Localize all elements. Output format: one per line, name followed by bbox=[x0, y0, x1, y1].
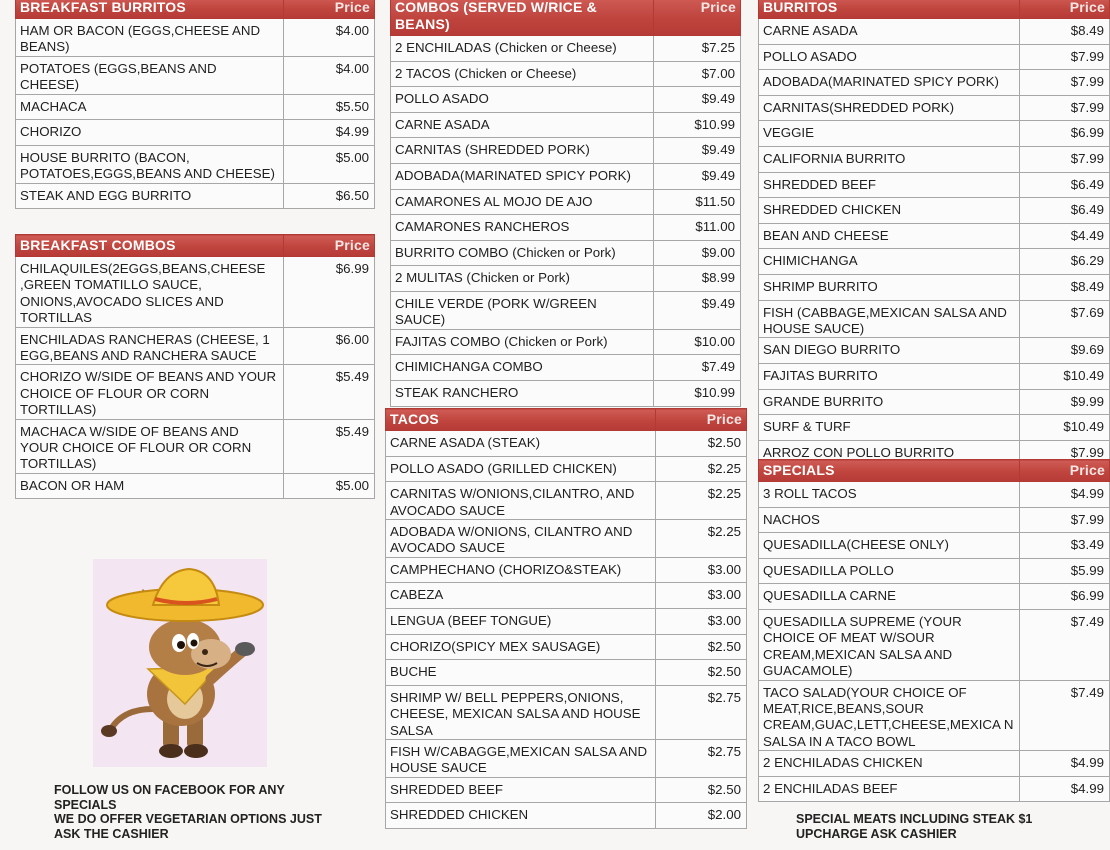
menu-item-row bbox=[759, 507, 1110, 533]
menu-item-name: CARNE ASADA (STEAK) bbox=[386, 431, 656, 457]
section-header bbox=[759, 460, 1110, 482]
menu-item-row bbox=[391, 291, 741, 329]
menu-item-price: $5.00 bbox=[284, 145, 375, 183]
donkey-mascot-illustration bbox=[93, 559, 267, 767]
menu-item-row bbox=[759, 776, 1110, 802]
menu-item-price: $2.50 bbox=[656, 777, 747, 803]
menu-item-row bbox=[386, 520, 747, 558]
menu-item-name: POLLO ASADO bbox=[759, 44, 1020, 70]
menu-item-name: CHORIZO W/SIDE OF BEANS AND YOUR CHOICE OF FLOUR OR CORN TORTILLAS) bbox=[16, 365, 284, 419]
menu-item-name: ADOBADA(MARINATED SPICY PORK) bbox=[391, 163, 654, 189]
menu-item-row bbox=[759, 223, 1110, 249]
menu-item-name: POTATOES (EGGS,BEANS AND CHEESE) bbox=[16, 56, 284, 94]
menu-table bbox=[758, 0, 1110, 466]
menu-item-price: $7.49 bbox=[1020, 609, 1110, 680]
menu-item-row bbox=[759, 338, 1110, 364]
menu-item-name: 2 MULITAS (Chicken or Pork) bbox=[391, 266, 654, 292]
menu-item-price: $4.99 bbox=[1020, 776, 1110, 802]
menu-item-price: $10.49 bbox=[1020, 363, 1110, 389]
menu-item-name: CARNE ASADA bbox=[391, 112, 654, 138]
menu-item-row bbox=[759, 389, 1110, 415]
menu-item-name: POLLO ASADO (GRILLED CHICKEN) bbox=[386, 456, 656, 482]
menu-item-row bbox=[759, 121, 1110, 147]
menu-item-row bbox=[759, 680, 1110, 751]
menu-item-price: $4.99 bbox=[284, 120, 375, 146]
menu-item-name: CHILAQUILES(2EGGS,BEANS,CHEESE ,GREEN TOMATILLO SAUCE, ONIONS,AVOCADO SLICES AND TORTILLAS bbox=[16, 257, 284, 328]
menu-item-row bbox=[16, 257, 375, 328]
menu-item-name: TACO SALAD(YOUR CHOICE OF MEAT,RICE,BEANS,SOUR CREAM,GUAC,LETT,CHEESE,MEXICA N SALSA IN A TACO BOWL bbox=[759, 680, 1020, 751]
menu-item-name: CARNITAS(SHREDDED PORK) bbox=[759, 95, 1020, 121]
menu-item-price: $7.99 bbox=[1020, 95, 1110, 121]
menu-item-name: CHIMICHANGA COMBO bbox=[391, 355, 654, 381]
menu-item-price: $7.99 bbox=[1020, 44, 1110, 70]
menu-item-name: ENCHILADAS RANCHERAS (CHEESE, 1 EGG,BEANS AND RANCHERA SAUCE bbox=[16, 327, 284, 365]
menu-item-row bbox=[16, 327, 375, 365]
menu-item-price: $7.99 bbox=[1020, 146, 1110, 172]
menu-item-row bbox=[386, 803, 747, 829]
menu-item-name: QUESADILLA SUPREME (YOUR CHOICE OF MEAT W/SOUR CREAM,MEXICAN SALSA AND GUACAMOLE) bbox=[759, 609, 1020, 680]
menu-item-name: 3 ROLL TACOS bbox=[759, 482, 1020, 508]
menu-item-name: SURF & TURF bbox=[759, 415, 1020, 441]
price-column-header: Price bbox=[656, 409, 747, 431]
menu-item-row bbox=[391, 61, 741, 87]
menu-item-price: $10.99 bbox=[654, 380, 741, 406]
menu-item-name: SHREDDED BEEF bbox=[759, 172, 1020, 198]
menu-item-name: VEGGIE bbox=[759, 121, 1020, 147]
menu-item-name: 2 ENCHILADAS (Chicken or Cheese) bbox=[391, 36, 654, 62]
menu-item-name: HOUSE BURRITO (BACON, POTATOES,EGGS,BEANS AND CHEESE) bbox=[16, 145, 284, 183]
menu-table bbox=[385, 408, 747, 829]
menu-item-price: $10.00 bbox=[654, 329, 741, 355]
menu-item-price: $4.99 bbox=[1020, 482, 1110, 508]
menu-item-row bbox=[386, 456, 747, 482]
menu-item-price: $2.25 bbox=[656, 482, 747, 520]
menu-item-price: $3.00 bbox=[656, 557, 747, 583]
menu-item-row bbox=[759, 198, 1110, 224]
menu-item-price: $9.49 bbox=[654, 163, 741, 189]
menu-item-row bbox=[16, 419, 375, 473]
section-header bbox=[386, 409, 747, 431]
menu-item-price: $9.00 bbox=[654, 240, 741, 266]
menu-item-row bbox=[386, 740, 747, 778]
tacos-section bbox=[385, 408, 747, 829]
menu-item-name: 2 ENCHILADAS BEEF bbox=[759, 776, 1020, 802]
menu-item-price: $9.99 bbox=[1020, 389, 1110, 415]
section-title: COMBOS (SERVED W/RICE & BEANS) bbox=[391, 0, 654, 36]
price-column-header: Price bbox=[654, 0, 741, 36]
menu-item-row bbox=[16, 19, 375, 57]
menu-item-row bbox=[16, 365, 375, 419]
menu-item-price: $7.49 bbox=[1020, 680, 1110, 751]
section-title: SPECIALS bbox=[759, 460, 1020, 482]
section-title: BREAKFAST BURRITOS bbox=[16, 0, 284, 19]
menu-item-row bbox=[386, 609, 747, 635]
menu-item-price: $7.00 bbox=[654, 61, 741, 87]
menu-item-row bbox=[759, 172, 1110, 198]
menu-item-price: $6.29 bbox=[1020, 249, 1110, 275]
menu-item-row bbox=[391, 112, 741, 138]
section-header bbox=[391, 0, 741, 36]
menu-item-price: $7.25 bbox=[654, 36, 741, 62]
menu-item-row bbox=[759, 249, 1110, 275]
menu-item-price: $11.50 bbox=[654, 189, 741, 215]
specials-section bbox=[758, 459, 1110, 802]
footer-right-notes bbox=[796, 812, 1086, 841]
section-title: TACOS bbox=[386, 409, 656, 431]
vegetarian-note: WE DO OFFER VEGETARIAN OPTIONS JUST ASK THE CASHIER bbox=[54, 812, 322, 841]
menu-item-row bbox=[391, 355, 741, 381]
menu-item-price: $9.49 bbox=[654, 291, 741, 329]
menu-item-price: $2.00 bbox=[656, 803, 747, 829]
menu-item-name: CHORIZO bbox=[16, 120, 284, 146]
menu-item-name: QUESADILLA POLLO bbox=[759, 558, 1020, 584]
menu-item-row bbox=[759, 19, 1110, 45]
menu-item-row bbox=[391, 163, 741, 189]
menu-item-name: CHILE VERDE (PORK W/GREEN SAUCE) bbox=[391, 291, 654, 329]
menu-item-price: $5.00 bbox=[284, 473, 375, 499]
menu-item-row bbox=[391, 380, 741, 406]
menu-item-row bbox=[759, 70, 1110, 96]
menu-item-row bbox=[386, 583, 747, 609]
menu-item-row bbox=[391, 266, 741, 292]
menu-table bbox=[15, 234, 375, 499]
menu-item-row bbox=[759, 558, 1110, 584]
menu-item-row bbox=[759, 146, 1110, 172]
menu-item-name: CARNITAS W/ONIONS,CILANTRO, AND AVOCADO SAUCE bbox=[386, 482, 656, 520]
menu-item-row bbox=[386, 482, 747, 520]
menu-table bbox=[390, 0, 741, 407]
menu-item-name: SHRIMP W/ BELL PEPPERS,ONIONS, CHEESE, MEXICAN SALSA AND HOUSE SALSA bbox=[386, 685, 656, 739]
menu-item-name: MACHACA bbox=[16, 94, 284, 120]
menu-item-name: LENGUA (BEEF TONGUE) bbox=[386, 609, 656, 635]
menu-item-price: $11.00 bbox=[654, 215, 741, 241]
menu-item-row bbox=[759, 415, 1110, 441]
menu-item-name: SHRIMP BURRITO bbox=[759, 274, 1020, 300]
menu-item-name: SHREDDED CHICKEN bbox=[386, 803, 656, 829]
menu-item-row bbox=[16, 473, 375, 499]
menu-item-name: BUCHE bbox=[386, 660, 656, 686]
menu-item-price: $7.99 bbox=[1020, 70, 1110, 96]
menu-item-name: STEAK RANCHERO bbox=[391, 380, 654, 406]
menu-item-name: ADOBADA(MARINATED SPICY PORK) bbox=[759, 70, 1020, 96]
menu-item-row bbox=[391, 87, 741, 113]
menu-item-price: $2.50 bbox=[656, 431, 747, 457]
menu-item-price: $4.00 bbox=[284, 56, 375, 94]
menu-item-price: $7.99 bbox=[1020, 440, 1110, 466]
menu-item-row bbox=[759, 274, 1110, 300]
menu-item-price: $5.49 bbox=[284, 365, 375, 419]
menu-item-price: $8.99 bbox=[654, 266, 741, 292]
menu-item-name: FISH W/CABAGGE,MEXICAN SALSA AND HOUSE SAUCE bbox=[386, 740, 656, 778]
menu-item-row bbox=[16, 183, 375, 209]
menu-item-name: CARNE ASADA bbox=[759, 19, 1020, 45]
menu-item-name: CAMARONES AL MOJO DE AJO bbox=[391, 189, 654, 215]
menu-item-name: 2 ENCHILADAS CHICKEN bbox=[759, 751, 1020, 777]
menu-item-price: $9.49 bbox=[654, 87, 741, 113]
menu-item-price: $5.99 bbox=[1020, 558, 1110, 584]
breakfast-combos-section bbox=[15, 234, 375, 499]
menu-item-row bbox=[759, 44, 1110, 70]
menu-item-row bbox=[386, 685, 747, 739]
menu-item-price: $9.69 bbox=[1020, 338, 1110, 364]
menu-item-row bbox=[391, 36, 741, 62]
menu-item-row bbox=[16, 56, 375, 94]
menu-item-name: CABEZA bbox=[386, 583, 656, 609]
menu-item-price: $6.00 bbox=[284, 327, 375, 365]
menu-item-price: $2.50 bbox=[656, 634, 747, 660]
menu-item-price: $2.25 bbox=[656, 456, 747, 482]
menu-item-row bbox=[386, 660, 747, 686]
combos-section bbox=[390, 0, 741, 407]
menu-item-name: SHREDDED BEEF bbox=[386, 777, 656, 803]
menu-item-name: ADOBADA W/ONIONS, CILANTRO AND AVOCADO SAUCE bbox=[386, 520, 656, 558]
menu-item-price: $6.49 bbox=[1020, 198, 1110, 224]
menu-item-name: ARROZ CON POLLO BURRITO bbox=[759, 440, 1020, 466]
menu-item-row bbox=[759, 300, 1110, 338]
menu-item-row bbox=[16, 120, 375, 146]
menu-item-price: $8.49 bbox=[1020, 274, 1110, 300]
menu-item-row bbox=[391, 240, 741, 266]
menu-item-price: $6.99 bbox=[284, 257, 375, 328]
menu-item-name: SHREDDED CHICKEN bbox=[759, 198, 1020, 224]
menu-item-row bbox=[759, 751, 1110, 777]
menu-table bbox=[758, 459, 1110, 802]
menu-item-name: BURRITO COMBO (Chicken or Pork) bbox=[391, 240, 654, 266]
menu-item-row bbox=[391, 189, 741, 215]
menu-item-name: CALIFORNIA BURRITO bbox=[759, 146, 1020, 172]
menu-item-row bbox=[386, 777, 747, 803]
menu-item-name: POLLO ASADO bbox=[391, 87, 654, 113]
menu-item-row bbox=[759, 609, 1110, 680]
menu-item-price: $7.49 bbox=[654, 355, 741, 381]
price-column-header: Price bbox=[1020, 0, 1110, 19]
menu-item-row bbox=[391, 215, 741, 241]
menu-item-name: CARNITAS (SHREDDED PORK) bbox=[391, 138, 654, 164]
menu-item-price: $2.25 bbox=[656, 520, 747, 558]
menu-item-price: $2.75 bbox=[656, 740, 747, 778]
price-column-header: Price bbox=[284, 0, 375, 19]
menu-item-row bbox=[386, 557, 747, 583]
section-header bbox=[16, 235, 375, 257]
menu-item-price: $7.99 bbox=[1020, 507, 1110, 533]
menu-item-price: $6.49 bbox=[1020, 172, 1110, 198]
menu-item-price: $5.50 bbox=[284, 94, 375, 120]
section-title: BURRITOS bbox=[759, 0, 1020, 19]
menu-item-price: $2.75 bbox=[656, 685, 747, 739]
menu-item-price: $3.00 bbox=[656, 583, 747, 609]
menu-item-row bbox=[391, 329, 741, 355]
menu-item-price: $4.49 bbox=[1020, 223, 1110, 249]
menu-item-name: QUESADILLA(CHEESE ONLY) bbox=[759, 533, 1020, 559]
menu-item-name: QUESADILLA CARNE bbox=[759, 584, 1020, 610]
special-meats-note: SPECIAL MEATS INCLUDING STEAK $1 UPCHARGE ASK CASHIER bbox=[796, 812, 1033, 841]
menu-item-row bbox=[386, 634, 747, 660]
menu-item-price: $6.50 bbox=[284, 183, 375, 209]
menu-item-price: $4.99 bbox=[1020, 751, 1110, 777]
menu-item-price: $10.99 bbox=[654, 112, 741, 138]
menu-item-row bbox=[759, 95, 1110, 121]
menu-item-row bbox=[391, 138, 741, 164]
menu-table bbox=[15, 0, 375, 209]
menu-item-price: $9.49 bbox=[654, 138, 741, 164]
menu-item-row bbox=[759, 363, 1110, 389]
menu-item-price: $10.49 bbox=[1020, 415, 1110, 441]
section-header bbox=[759, 0, 1110, 19]
menu-item-row bbox=[759, 584, 1110, 610]
menu-item-name: CAMARONES RANCHEROS bbox=[391, 215, 654, 241]
section-title: BREAKFAST COMBOS bbox=[16, 235, 284, 257]
menu-item-price: $3.00 bbox=[656, 609, 747, 635]
menu-item-price: $5.49 bbox=[284, 419, 375, 473]
menu-item-name: SAN DIEGO BURRITO bbox=[759, 338, 1020, 364]
menu-item-name: CHORIZO(SPICY MEX SAUSAGE) bbox=[386, 634, 656, 660]
menu-item-price: $7.69 bbox=[1020, 300, 1110, 338]
menu-item-name: CAMPHECHANO (CHORIZO&STEAK) bbox=[386, 557, 656, 583]
price-column-header: Price bbox=[284, 235, 375, 257]
menu-item-name: FAJITAS COMBO (Chicken or Pork) bbox=[391, 329, 654, 355]
menu-item-price: $6.99 bbox=[1020, 121, 1110, 147]
menu-item-price: $4.00 bbox=[284, 19, 375, 57]
menu-item-price: $8.49 bbox=[1020, 19, 1110, 45]
menu-item-price: $6.99 bbox=[1020, 584, 1110, 610]
menu-item-name: MACHACA W/SIDE OF BEANS AND YOUR CHOICE OF FLOUR OR CORN TORTILLAS) bbox=[16, 419, 284, 473]
menu-item-name: GRANDE BURRITO bbox=[759, 389, 1020, 415]
breakfast-burritos-section bbox=[15, 0, 375, 209]
menu-item-row bbox=[759, 482, 1110, 508]
price-column-header: Price bbox=[1020, 460, 1110, 482]
menu-item-name: HAM OR BACON (EGGS,CHEESE AND BEANS) bbox=[16, 19, 284, 57]
menu-item-row bbox=[386, 431, 747, 457]
menu-item-price: $2.50 bbox=[656, 660, 747, 686]
menu-item-name: CHIMICHANGA bbox=[759, 249, 1020, 275]
menu-item-name: BEAN AND CHEESE bbox=[759, 223, 1020, 249]
menu-item-row bbox=[759, 533, 1110, 559]
menu-item-name: NACHOS bbox=[759, 507, 1020, 533]
footer-left-notes bbox=[54, 783, 344, 841]
facebook-note: FOLLOW US ON FACEBOOK FOR ANY SPECIALS bbox=[54, 783, 285, 812]
menu-item-row bbox=[16, 94, 375, 120]
section-header bbox=[16, 0, 375, 19]
menu-item-name: BACON OR HAM bbox=[16, 473, 284, 499]
menu-item-name: FISH (CABBAGE,MEXICAN SALSA AND HOUSE SAUCE) bbox=[759, 300, 1020, 338]
menu-item-name: STEAK AND EGG BURRITO bbox=[16, 183, 284, 209]
menu-item-name: FAJITAS BURRITO bbox=[759, 363, 1020, 389]
menu-item-price: $3.49 bbox=[1020, 533, 1110, 559]
menu-item-name: 2 TACOS (Chicken or Cheese) bbox=[391, 61, 654, 87]
menu-item-row bbox=[16, 145, 375, 183]
burritos-section bbox=[758, 0, 1110, 466]
